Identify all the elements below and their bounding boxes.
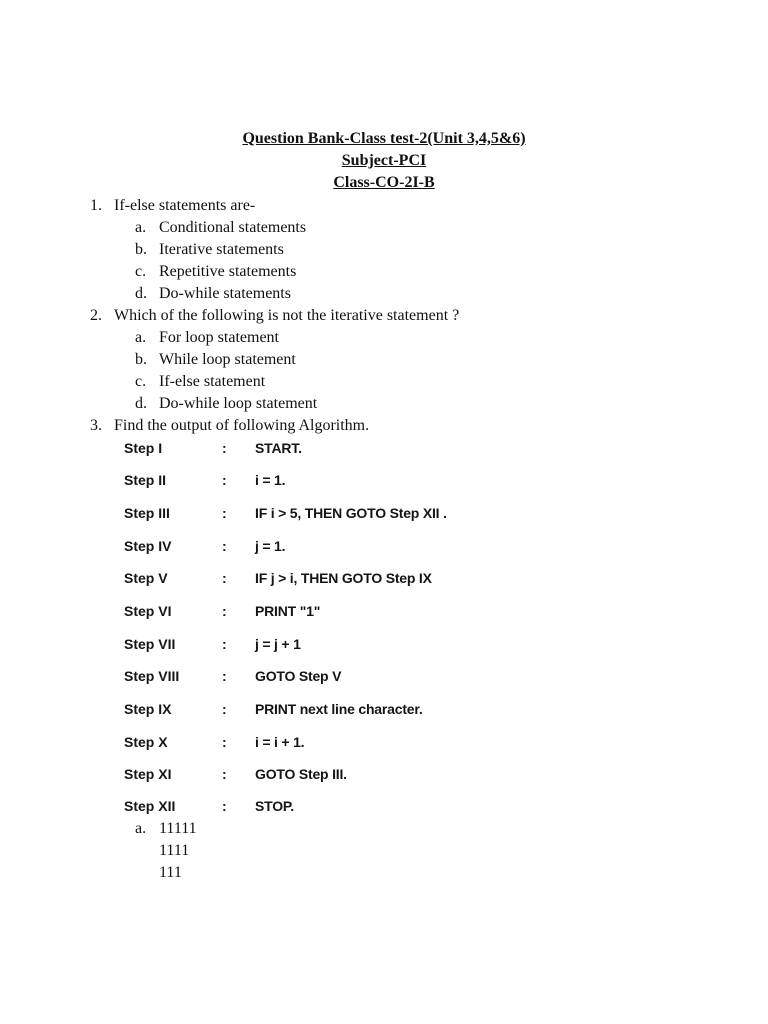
question-2-option-d — [135, 394, 317, 414]
step-instruction: GOTO Step V — [255, 668, 342, 684]
step-instruction: START. — [255, 440, 302, 456]
step-colon: : — [222, 766, 227, 782]
step-instruction: PRINT "1" — [255, 603, 321, 619]
question-1 — [90, 196, 255, 216]
step-label: Step IX — [124, 701, 172, 717]
step-colon: : — [222, 701, 227, 717]
class-heading: Class-CO-2I-B — [333, 174, 435, 191]
question-1-option-d — [135, 284, 291, 304]
option-text: Do-while statements — [159, 285, 291, 302]
step-instruction: IF j > i, THEN GOTO Step IX — [255, 570, 432, 586]
option-letter: d. — [135, 395, 147, 412]
step-instruction: STOP. — [255, 798, 294, 814]
step-label: Step V — [124, 570, 168, 586]
question-number: 2. — [90, 307, 102, 324]
step-instruction: GOTO Step III. — [255, 766, 347, 782]
question-3 — [90, 416, 369, 436]
question-text: Which of the following is not the iterative statement ? — [114, 307, 460, 324]
step-colon: : — [222, 570, 227, 586]
question-1-option-c — [135, 262, 296, 282]
step-label: Step VIII — [124, 668, 180, 684]
option-letter: b. — [135, 351, 147, 368]
step-label: Step VII — [124, 636, 176, 652]
answer-line: 1111 — [159, 842, 190, 859]
option-text: Repetitive statements — [159, 263, 297, 280]
subject-heading: Subject-PCI — [341, 152, 427, 169]
option-letter: d. — [135, 285, 147, 302]
option-letter: c. — [135, 263, 147, 280]
step-colon: : — [222, 472, 227, 488]
step-label: Step I — [124, 440, 163, 456]
step-colon: : — [222, 636, 227, 652]
option-text: Do-while loop statement — [159, 395, 318, 412]
step-colon: : — [222, 538, 227, 554]
step-label: Step XII — [124, 798, 176, 814]
option-text: Iterative statements — [159, 241, 284, 258]
question-1-option-a — [135, 218, 306, 238]
step-instruction: PRINT next line character. — [255, 701, 423, 717]
question-2-option-c — [135, 372, 265, 392]
option-letter: a. — [135, 820, 147, 837]
option-letter: a. — [135, 219, 147, 236]
step-instruction: i = i + 1. — [255, 734, 305, 750]
question-3-option-a — [135, 819, 197, 839]
question-text: Find the output of following Algorithm. — [114, 417, 370, 434]
question-1-option-b — [135, 240, 284, 260]
question-text: If-else statements are- — [114, 197, 256, 214]
option-text: While loop statement — [159, 351, 296, 368]
question-2-option-b — [135, 350, 296, 370]
step-instruction: IF i > 5, THEN GOTO Step XII . — [255, 505, 447, 521]
step-label: Step X — [124, 734, 168, 750]
question-number: 1. — [90, 197, 102, 214]
step-instruction: j = j + 1 — [255, 636, 301, 652]
document-title: Question Bank-Class test-2(Unit 3,4,5&6) — [242, 130, 526, 147]
step-label: Step II — [124, 472, 167, 488]
question-2-option-a — [135, 328, 279, 348]
step-instruction: j = 1. — [255, 538, 286, 554]
step-label: Step VI — [124, 603, 172, 619]
step-label: Step III — [124, 505, 170, 521]
question-2 — [90, 306, 459, 326]
option-letter: b. — [135, 241, 147, 258]
step-instruction: i = 1. — [255, 472, 286, 488]
option-letter: a. — [135, 329, 147, 346]
answer-line: 11111 — [159, 820, 197, 837]
step-label: Step XI — [124, 766, 172, 782]
step-colon: : — [222, 798, 227, 814]
question-number: 3. — [90, 417, 102, 434]
option-text: Conditional statements — [159, 219, 307, 236]
step-colon: : — [222, 668, 227, 684]
step-colon: : — [222, 505, 227, 521]
option-text: If-else statement — [159, 373, 266, 390]
option-text: For loop statement — [159, 329, 279, 346]
step-colon: : — [222, 440, 227, 456]
step-label: Step IV — [124, 538, 172, 554]
step-colon: : — [222, 734, 227, 750]
option-letter: c. — [135, 373, 147, 390]
step-colon: : — [222, 603, 227, 619]
answer-line: 111 — [159, 864, 182, 881]
